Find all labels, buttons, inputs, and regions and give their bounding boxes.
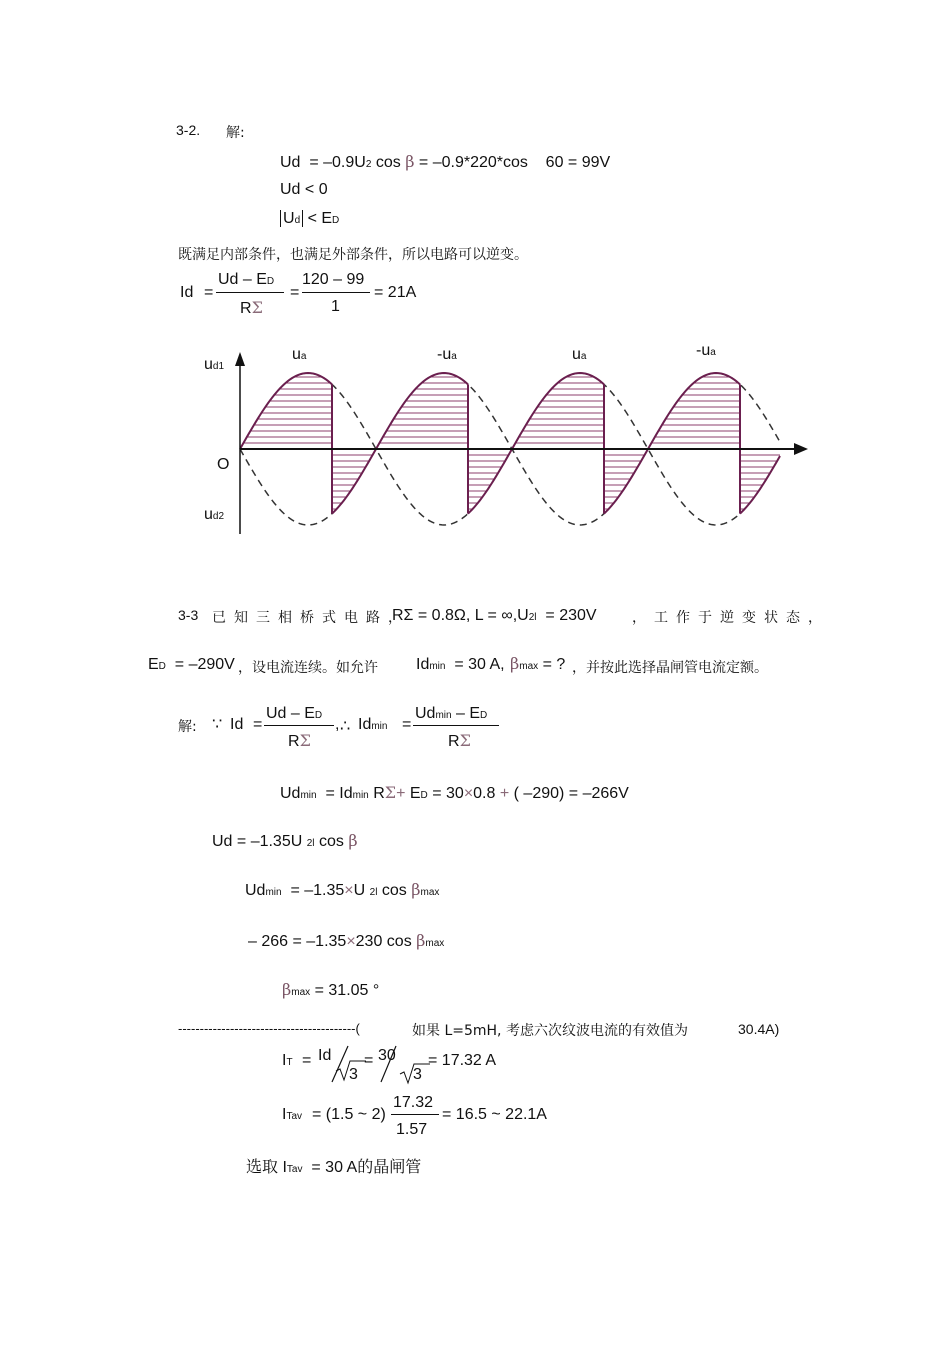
conclusion-text: 既满足内部条件，也满足外部条件，所以电路可以逆变。 [178,247,528,263]
y-axis-arrow [235,352,245,366]
equation-ud-3: Ud < ED [280,210,339,228]
origin-label: O [217,456,230,473]
given-params: RΣ = 0.8Ω, L = ∞,U2l = 230V [392,607,597,624]
wave-label-4: -ua [696,342,716,359]
output-segment-2a [376,373,468,449]
equation-ud-1: Ud = –0.9U2 cos β = –0.9*220*cos 60 = 99V [280,152,611,171]
wave-label-2: -ua [437,346,457,363]
problem-label-3-3: 3-3 [178,607,199,623]
wave-label-1: ua [292,346,307,363]
betamax-result: βmax = 31.05 ° [282,980,380,999]
idmin-value: Idmin = 30 A, [416,656,505,673]
wave-label-3: ua [572,346,587,363]
inverter-waveform-figure [0,0,950,600]
output-segment-1a [240,373,332,449]
output-segment-3a [512,373,604,449]
betamax-question: βmax = ? [510,654,566,673]
solution-label: 解: [226,125,245,141]
shaded-regions [244,377,780,509]
ripple-note-value: 30.4A) [738,1021,780,1037]
separator-dashes: -----------------------------------------( [178,1021,360,1036]
state-text-cn: ，工作于逆变状态， [632,610,830,626]
selection-result: 选取 ITav = 30 A的晶闸管 [246,1157,422,1176]
udmin-equation: Udmin = Idmin RΣ+ ED = 30×0.8 + ( –290) = –266V [280,783,629,802]
ask-text-cn: ，并按此选择晶闸管电流定额。 [572,660,768,676]
ed-value: ED = –290V [148,656,235,673]
udmin-beta-equation: Udmin = –1.35×U 2l cos βmax [245,880,440,899]
x-axis-arrow [794,443,808,455]
problem-label-3-2: 3-2. [176,122,201,138]
numeric-beta-equation: – 266 = –1.35×230 cos βmax [248,931,445,950]
output-segment-3b [604,449,648,514]
axis-label-ud1: ud1 [204,356,225,373]
output-segment-2b [468,449,512,514]
output-segment-1b [332,449,376,514]
continuous-text-cn: ，设电流连续。如允许 [238,660,378,676]
ripple-note-cn: 如果 L=5mH, 考虑六次纹波电流的有效值为 [412,1023,688,1039]
axis-label-ud2: ud2 [204,506,225,523]
given-text-cn: 已知三相桥式电路， [212,610,410,626]
output-segment-4a [648,373,740,449]
equation-ud-2: Ud < 0 [280,181,328,198]
ud-equation: Ud = –1.35U 2l cos β [212,831,358,850]
